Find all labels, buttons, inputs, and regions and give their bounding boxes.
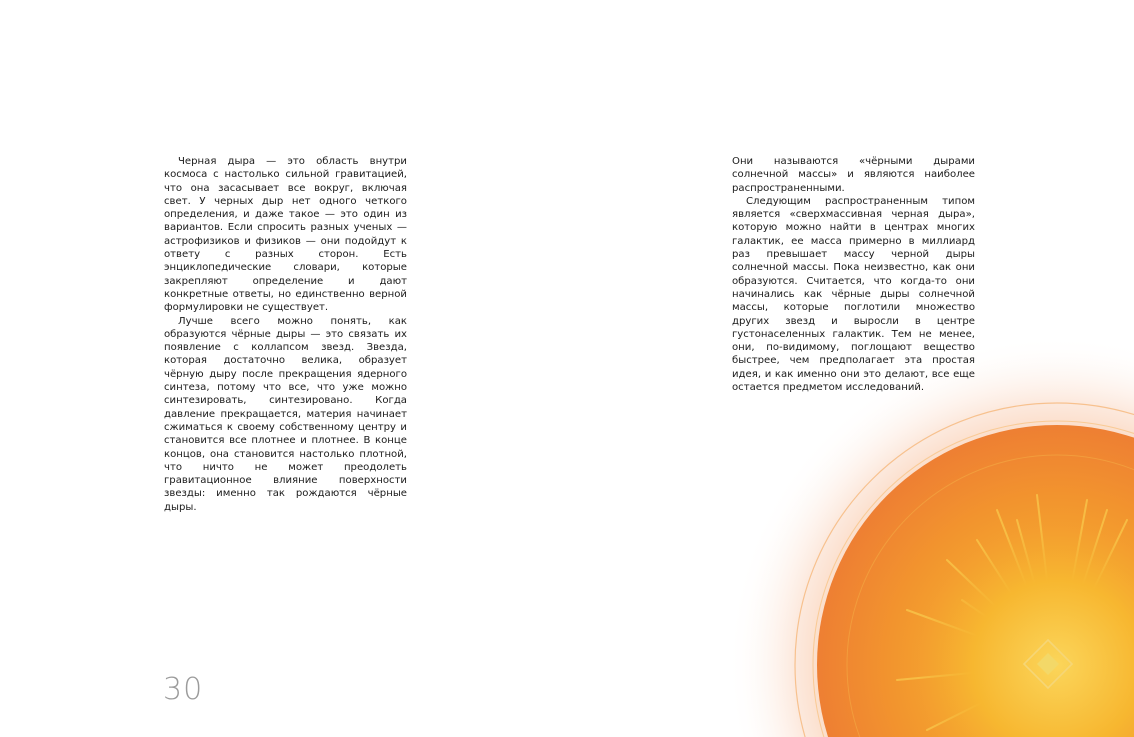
paragraph: Они называются «чёрными дырами солнечной массы» и являются наиболее распространенными.	[732, 156, 975, 194]
left-text-column	[164, 155, 407, 514]
right-page	[567, 0, 1134, 737]
page-number: 30	[163, 672, 204, 707]
right-text-column	[732, 155, 975, 394]
paragraph: Черная дыра — это область внутри космоса с настолько сильной гравитацией, что она засасывает все вокруг, включая свет. У черных дыр нет одного четкого определения, и даже такое — это один из вариантов. Если спросить разных ученых — астрофизиков и физиков — они подойдут к ответу с разных сторон. Есть энциклопедические словари, которые закрепляют определение и дают конкретные ответы, но единственно верной формулировки не существует.	[164, 156, 407, 314]
paragraph: Следующим распространенным типом является «сверхмассивная черная дыра», которую можно найти в центрах многих галактик, ее масса примерно в миллиард раз превышает массу черной дыры солнечной массы. Пока неизвестно, как они образуются. Считается, что когда-то они начинались как чёрные дыры солнечной массы, которые поглотили множество других звезд и выросли в центре густонаселенных галактик. Тем не менее, они, по-видимому, поглощают вещество быстрее, чем предполагает эта простая идея, и как именно они это делают, все еще остается предметом исследований.	[732, 195, 975, 394]
paragraph: Лучше всего можно понять, как образуются чёрные дыры — это связать их появление с коллапсом звезд. Звезда, которая достаточно велика, образует чёрную дыру после прекращения ядерного синтеза, потому что все, что уже можно синтезировать, синтезировано. Когда давление прекращается, материя начинает сжиматься к своему собственному центру и становится все плотнее и плотнее. В конце концов, она становится настолько плотной, что ничто не может преодолеть гравитационное влияние поверхности звезды: именно так рождаются чёрные дыры.	[164, 315, 407, 513]
